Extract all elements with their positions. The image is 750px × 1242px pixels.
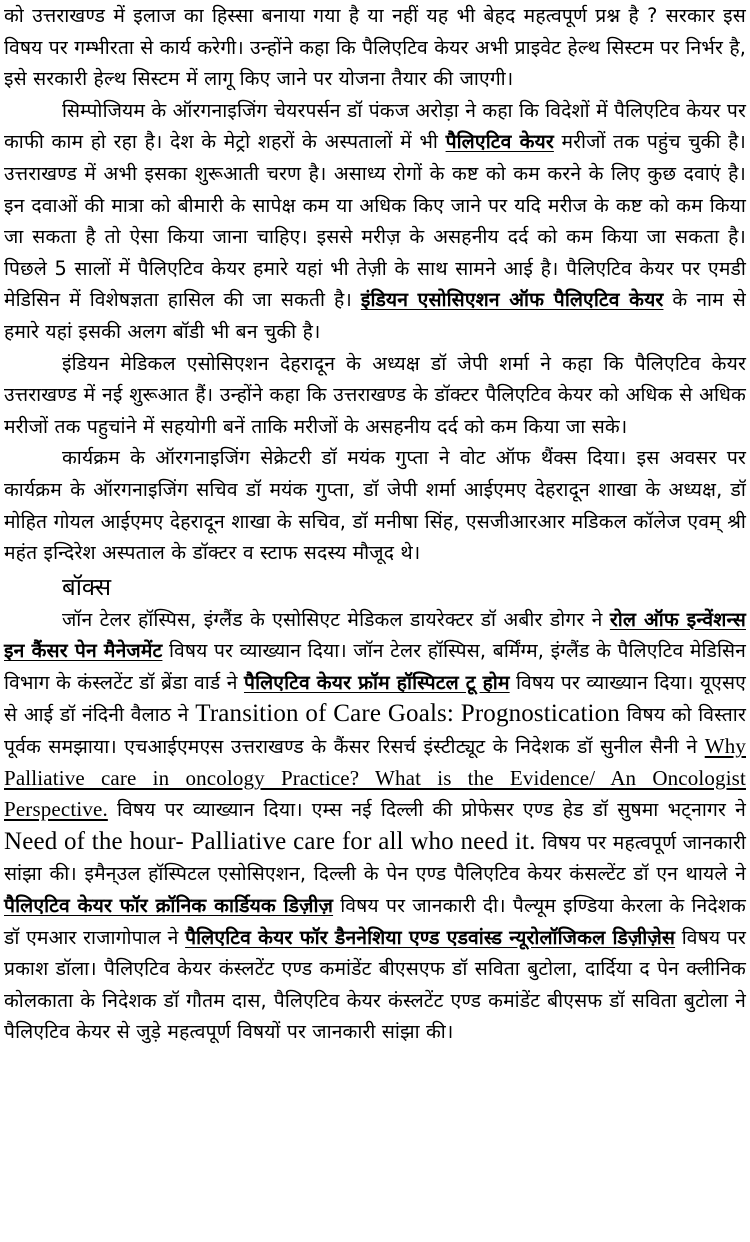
text-run: जॉन टेलर हॉस्पिस, इंग्लैंड के एसोसिएट मेडिकल डायरेक्टर डॉ अबीर डोगर ने (62, 607, 610, 631)
topic-transition-of-care: Transition of Care Goals: Prognostication (195, 700, 620, 728)
paragraph-1: को उत्तराखण्ड में इलाज का हिस्सा बनाया गया है या नहीं यह भी बेहद महत्वपूर्ण प्रश्न है ? सरकार इस विषय पर गम्भीरता से कार्य करेगी। उन्होंने कहा कि पैलिएटिव केयर अभी प्राइवेट हेल्थ सिस्टम पर निर्भर है, इसे सरकारी हेल्थ सिस्टम में लागू किए जाने पर योजना तैयार की जाएगी। (4, 4, 746, 91)
text-run: विषय पर व्याख्यान दिया। यूएसए से आई डॉ नंदिनी वैलाठ ने (4, 670, 746, 727)
paragraph-2 (4, 95, 746, 348)
text-run: विषय पर व्याख्यान दिया। जॉन टेलर हॉस्पिस, बर्मिंग्म, इंग्लैंड के पैलिएटिव मेडिसिन विभाग के कंस्लटेंट डॉ ब्रेंडा वार्ड ने (4, 639, 746, 694)
topic-role-of-inventions: रोल ऑफ इन्वेंशन्स इन कैंसर पेन मैनेजमेंट (4, 607, 746, 663)
paragraph-box (4, 604, 746, 1048)
topic-dementia-neurological: पैलिएटिव केयर फॉर डैननेशिया एण्ड एडवांस्ड न्यूरोलॉजिकल डिज़ीज़ेस (185, 925, 676, 949)
topic-why-palliative-care: Why Palliative care in oncology Practice? What is the Evidence/ An Oncologist Perspective. (4, 734, 746, 822)
topic-chronic-cardiac: पैलिएटिव केयर फॉर क्रॉनिक कार्डियक डिज़ीज़ (4, 894, 334, 918)
text-run: मरीजों तक पहुंच चुकी है। उत्तराखण्ड में अभी इसका शुरूआती चरण है। असाध्य रोगों के कष्ट को कम करने के लिए कुछ दवाएं है। इन दवाओं की मात्रा को बीमारी के सापेक्ष कम या अधिक किए जाने पर यदि मरीज के कष्ट को कम किया जा सकता है तो ऐसा किया जाना चाहिए। इससे मरीज़ के असहनीय दर्द को कम किया जा सकता है। पिछले 5 सालों में पैलिएटिव केयर हमारे यहां भी तेज़ी के साथ सामने आई है। पैलिएटिव केयर पर एमडी मेडिसिन में विशेषज्ञता हासिल की जा सकती है। (4, 130, 746, 312)
text-run: विषय पर प्रकाश डॉला। पैलिएटिव केयर कंस्लटेंट एण्ड कमांडेंट बीएसएफ डॉ सविता बुटोला, दार्दिया द पेन क्लीनिक कोलकाता के निदेशक डॉ गौतम दास, पैलिएटिव केयर कंस्लटेंट एण्ड कमांडेंट बीएसफ डॉ सविता बुटोला ने पैलिएटिव केयर से जुड़े महत्वपूर्ण विषयों पर जानकारी सांझा की। (4, 925, 747, 1044)
text-run: विषय पर जानकारी दी। पैल्यूम इण्डिया केरला के निदेशक डॉ एमआर राजागोपाल ने (4, 894, 747, 949)
box-heading: बॉक्स (62, 572, 112, 601)
text-run: विषय पर महत्वपूर्ण जानकारी सांझा की। इमैन्उल हॉस्पिटल एसोसिएशन, दिल्ली के पेन एण्ड पैलिएटिव केयर कंसल्टेंट डॉ एन थायले ने (4, 830, 746, 886)
topic-need-of-the-hour: Need of the hour- Palliative care for all who need it. (4, 827, 536, 855)
text-run: सिम्पोजियम के ऑरगनाइजिंग चेयरपर्सन डॉ पंकज अरोड़ा ने कहा कि विदेशों में पैलिएटिव केयर पर काफी काम हो रहा है। देश के मेट्रो शहरों के अस्पतालों में भी (4, 98, 746, 154)
text-run: के नाम से हमारे यहां इसकी अलग बॉडी भी बन चुकी है। (4, 288, 746, 343)
highlight-palliative-care: पैलिएटिव केयर (445, 130, 554, 154)
paragraph-3: इंडियन मेडिकल एसोसिएशन देहरादून के अध्यक्ष डॉ जेपी शर्मा ने कहा कि पैलिएटिव केयर उत्तराखण्ड में नई शुरूआत हैं। उन्होंने कहा कि उत्तराखण्ड के डॉक्टर पैलिएटिव केयर को अधिक से अधिक मरीजों तक पहुचांने में सहयोगी बनें ताकि मरीजों के असहनीय दर्द को कम किया जा सके। (4, 351, 746, 438)
paragraph-4: कार्यक्रम के ऑरगनाइजिंग सेक्रेटरी डॉ मयंक गुप्ता ने वोट ऑफ थैंक्स दिया। इस अवसर पर कार्यक्रम के ऑरगनाइजिंग सचिव डॉ मयंक गुप्ता, डॉ जेपी शर्मा आईएमए देहरादून शाखा के अध्यक्ष, डॉ मोहित गोयल आईएमए देहरादून शाखा के सचिव, डॉ मनीषा सिंह, एसजीआरआर मडिकल कॉलेज एवम् श्री महंत इन्दिरेश अस्पताल के डॉक्टर व स्टाफ सदस्य मौजूद थे। (4, 446, 746, 565)
text-run: विषय को विस्तार पूर्वक समझाया। एचआईएमएस उत्तराखण्ड के कैंसर रिसर्च इंस्टीट्यूट के निदेशक डॉ सुनील सैनी ने (4, 703, 746, 759)
text-run: विषय पर व्याख्यान दिया। एम्स नई दिल्ली की प्रोफेसर एण्ड हेड डॉ सुषमा भट्नागर ने (107, 798, 746, 822)
highlight-indian-association: इंडियन एसोसिएशन ऑफ पैलिएटिव केयर (360, 288, 664, 312)
topic-hospital-to-home: पैलिएटिव केयर फ्रॉम हॉस्पिटल टू होम (243, 670, 510, 694)
